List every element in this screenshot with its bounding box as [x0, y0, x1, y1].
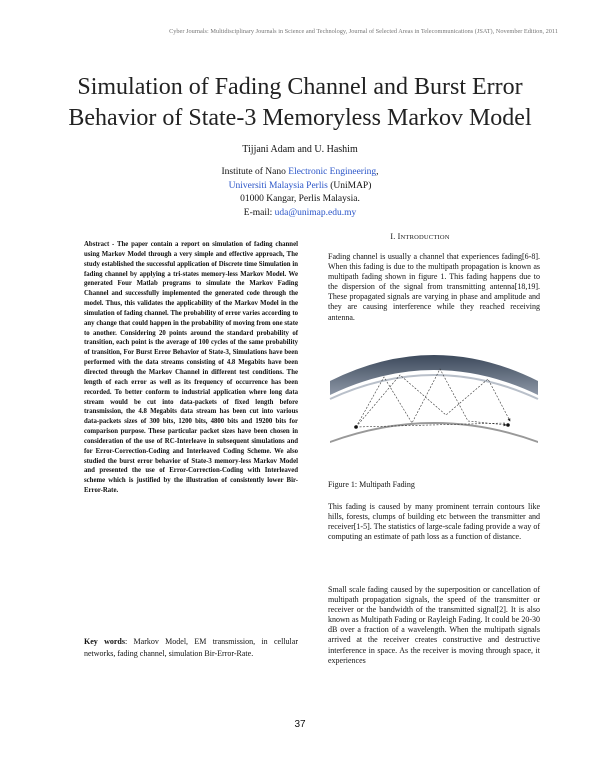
email-link[interactable]: uda@unimap.edu.my [274, 207, 357, 218]
ray-path-2 [356, 375, 510, 427]
intro-paragraph-2: This fading is caused by many prominent terrain contours like hills, forests, clumps of building etc between the transmitter and receiver[1-5]. The statistics of large-scale fading provide a way of computing an estimate of path loss as a function of distance. [328, 502, 540, 542]
journal-header: Cyber Journals: Multidisciplinary Journals in Science and Technology, Journal of Selected Areas in Telecommunications (JSAT), November Edition, 2011 [169, 28, 558, 35]
section-first-letter: I [397, 232, 401, 241]
figure-caption: Figure 1: Multipath Fading [328, 480, 415, 489]
affiliation-line-3: 01000 Kangar, Perlis Malaysia. [240, 194, 360, 205]
university-link[interactable]: Universiti Malaysia Perlis [228, 180, 328, 191]
intro-paragraph-1: Fading channel is usually a channel that experiences fading[6-8]. When this fading is due to the multipath propagation is known as multipath fading shown in figure 1. This fading happens due to the dispersion of the signal from transmitting antenna[18,19]. These propagated signals are varying in phase and amplitude and they are causing interference while they reached receiving antenna. [328, 252, 540, 322]
university-suffix: (UniMAP) [327, 180, 372, 191]
email-label: E-mail: [243, 207, 275, 218]
abstract: Abstract - The paper contain a report on simulation of fading channel using Markov Model through a very simple and effective approach, The study established the successful application of Discrete time Simulation in fading channel by applying a tri-states memory-less Markov Model. We generated Four Matlab programs to simulate the Markov Fading Channel and successfully implemented the generated code through the model. Thus, this validates the applicability of the Markov Model in the simulation of fading channel. The probability of error varies according to any change that could happen in the probability of moving from one state to another. Considering 20 points around the standard probability of transition, each point is the average of 100 cycles of the same probability of transition, For Burst Error Behavior of State-3, Simulations have been performed with the data streams consisting of 4.8 Megabits have been directed through the Markov Channel in different test conditions. The length of each error as well as its frequency of occurrence has been recorded. To better conform to industrial application where long data stream would be cut into data-packets of fixed length before transmission, the 4.8 Megabits data stream has been cut into various data-packets sizes of 300 bits, 1200 bits, 4800 bits and 19200 bits for comparison purpose. These particular packet sizes have been chosen in consideration of the use of RC-Interleave in subsequent simulations and for Error-Correction-Coding and Interleaved Coding Scheme. We also studied the burst error behavior of State-3 memory-less Markov Model and presented the use of Error-Correction-Coding with Interleaved scheme which is justified by the illustration of consistently lower Bir-Error-Rate. [84, 241, 298, 495]
transmitter-icon [354, 425, 358, 429]
ray-path-1 [356, 369, 506, 427]
paper-title [30, 72, 570, 134]
multipath-fading-figure [328, 355, 540, 467]
email-line [0, 207, 600, 221]
intro-paragraph-3: Small scale fading caused by the superposition or cancellation of multipath propagation signals, the speed of the transmitter or receiver or the bandwidth of the transmitted signal[2]. It is also known as Multipath Fading or Rayleigh Fading. It could be 20-30 dB over a fraction of a wavelength. When the multipath signals arrived at the receiver creates constructive and destructive interference in space. As the receiver is moving through space, it experiences [328, 585, 540, 665]
section-number: I. [390, 232, 396, 241]
section-heading [330, 232, 510, 241]
keywords [84, 636, 298, 659]
title-line-2: Behavior of State-3 Memoryless Markov Model [68, 105, 532, 131]
affiliation-line-2 [0, 180, 600, 194]
authors: Tijjani Adam and U. Hashim [242, 144, 358, 155]
page-number: 37 [294, 719, 306, 730]
title-line-1: Simulation of Fading Channel and Burst Error [77, 74, 523, 100]
affiliation-prefix: Institute of Nano [221, 167, 289, 177]
receiver-icon [506, 423, 510, 427]
affiliation-suffix: , [376, 167, 379, 177]
affiliation [0, 166, 600, 220]
affiliation-line-1 [0, 166, 600, 180]
institute-link[interactable]: Electronic Engineering [288, 167, 377, 177]
keywords-label: Key words [84, 637, 125, 646]
keywords-text: : Markov Model, EM transmission, in cellular networks, fading channel, simulation Bir-Error-Rate. [84, 637, 298, 658]
section-title-rest: NTRODUCTION [400, 234, 450, 241]
